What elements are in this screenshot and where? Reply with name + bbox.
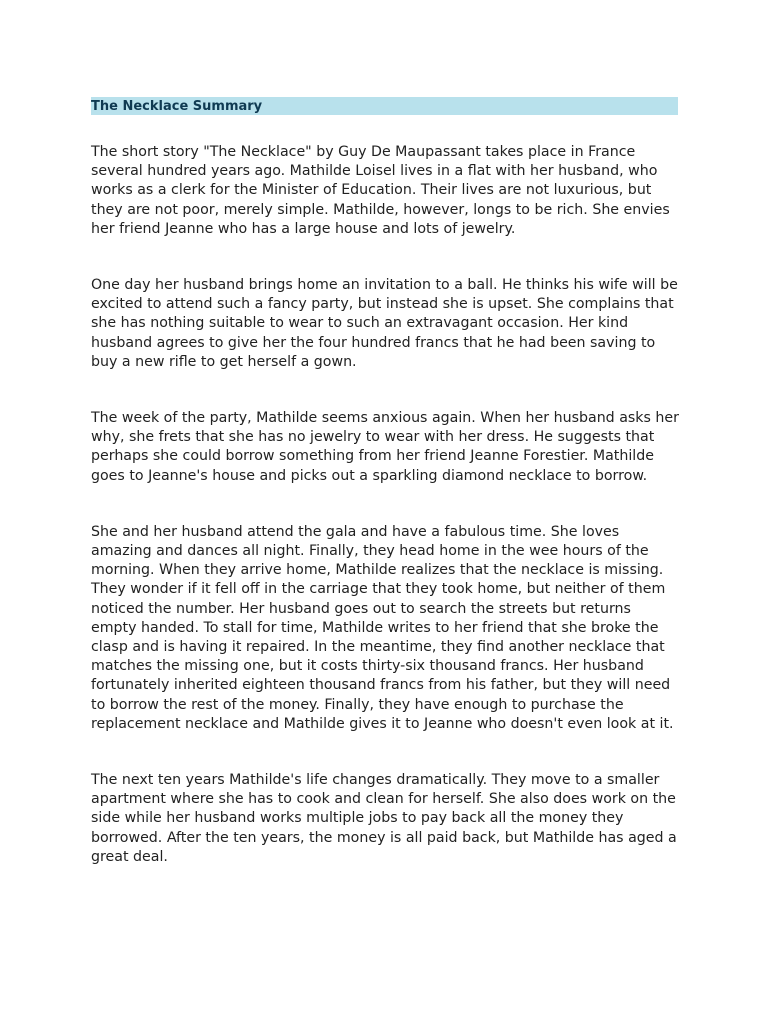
paragraph-1: The short story "The Necklace" by Guy De Maupassant takes place in France several hundred years ago. Mathilde Loisel lives in a flat with her husband, who works as a clerk for the Minister of Education. Their lives are not luxurious, but they are not poor, merely simple. Mathilde, however, longs to be rich. She envies her friend Jeanne who has a large house and lots of jewelry. (91, 144, 670, 237)
paragraph-2: One day her husband brings home an invitation to a ball. He thinks his wife will be excited to attend such a fancy party, but instead she is upset. She complains that she has nothing suitable to wear to such an extravagant occasion. Her kind husband agrees to give her the four hundred francs that he had been saving to buy a new rifle to get herself a gown. (91, 277, 678, 370)
paragraph-3: The week of the party, Mathilde seems anxious again. When her husband asks her why, she frets that she has no jewelry to wear with her dress. He suggests that perhaps she could borrow something from her friend Jeanne Forestier. Mathilde goes to Jeanne's house and picks out a sparkling diamond necklace to borrow. (91, 410, 679, 484)
paragraph-4: She and her husband attend the gala and have a fabulous time. She loves amazing and dances all night. Finally, they head home in the wee hours of the morning. When they arrive home, Mathilde realizes that the necklace is missing. They wonder if it fell off in the carriage that they took home, but neither of them noticed the number. Her husband goes out to search the streets but returns empty handed. To stall for time, Mathilde writes to her friend that she broke the clasp and is having it repaired. In the meantime, they find another necklace that matches the missing one, but it costs thirty-six thousand francs. Her husband fortunately inherited eighteen thousand francs from his father, but they will need to borrow the rest of the money. Finally, they have enough to purchase the replacement necklace and Mathilde gives it to Jeanne who doesn't even look at it. (91, 523, 674, 732)
title-bar (91, 97, 678, 115)
paragraph-5: The next ten years Mathilde's life changes dramatically. They move to a smaller apartment where she has to cook and clean for herself. She also does work on the side while her husband works multiple jobs to pay back all the money they borrowed. After the ten years, the money is all paid back, but Mathilde has aged a great deal. (91, 772, 677, 865)
page-title: The Necklace Summary (91, 98, 263, 114)
document-page (91, 97, 679, 867)
